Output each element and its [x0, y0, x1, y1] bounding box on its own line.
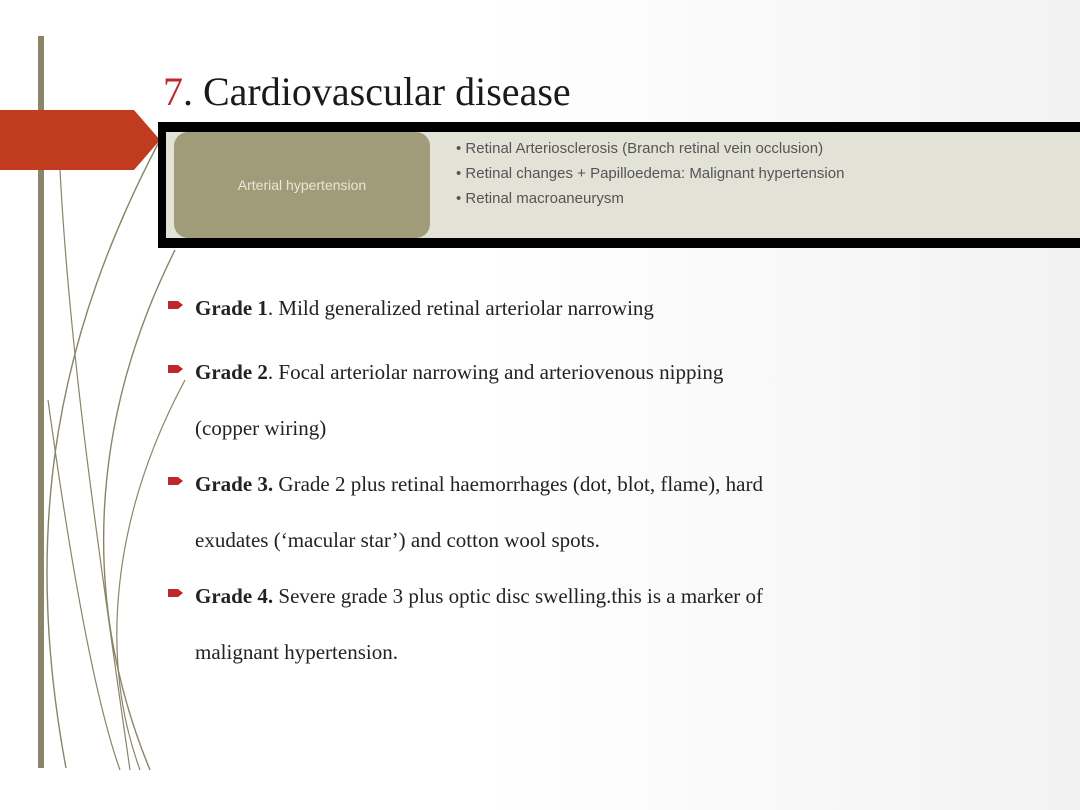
- grade-label: Grade 1: [195, 296, 268, 320]
- grades-list: [168, 280, 1048, 680]
- grade-text: Grade 2 plus retinal haemorrhages (dot, blot, flame), hard: [273, 472, 763, 496]
- banner-item: • Retinal macroaneurysm: [456, 186, 844, 211]
- arrow-bullet-icon: [168, 588, 184, 598]
- grade-continuation: malignant hypertension.: [195, 640, 398, 664]
- grade-text: Severe grade 3 plus optic disc swelling.this is a marker of: [273, 584, 764, 608]
- grade-item-1: [168, 280, 1048, 336]
- banner-item: • Retinal changes + Papilloedema: Malignant hypertension: [456, 161, 844, 186]
- grade-continuation: exudates (‘macular star’) and cotton wool spots.: [195, 528, 600, 552]
- title-text: . Cardiovascular disease: [183, 69, 571, 114]
- page-title: [163, 68, 571, 115]
- arrow-bullet-icon: [168, 364, 184, 374]
- banner-panel: [166, 132, 1080, 238]
- red-arrow-shape: [0, 110, 160, 170]
- title-number: 7: [163, 69, 183, 114]
- banner-list: [456, 136, 844, 211]
- grade-label: Grade 3.: [195, 472, 274, 496]
- banner-item: • Retinal Arteriosclerosis (Branch retinal vein occlusion): [456, 136, 844, 161]
- arterial-hypertension-pill: Arterial hypertension: [174, 132, 430, 238]
- grade-label: Grade 2: [195, 360, 268, 384]
- grade-text: . Focal arteriolar narrowing and arteriovenous nipping: [267, 360, 724, 384]
- grade-item-4: [168, 568, 1048, 680]
- arrow-bullet-icon: [168, 476, 184, 486]
- grade-continuation: (copper wiring): [195, 416, 327, 440]
- hypertension-banner: [158, 122, 1080, 248]
- grade-item-2: [168, 344, 1048, 456]
- arrow-bullet-icon: [168, 300, 184, 310]
- grade-label: Grade 4.: [195, 584, 274, 608]
- grade-item-3: [168, 456, 1048, 568]
- grade-text: . Mild generalized retinal arteriolar narrowing: [267, 296, 654, 320]
